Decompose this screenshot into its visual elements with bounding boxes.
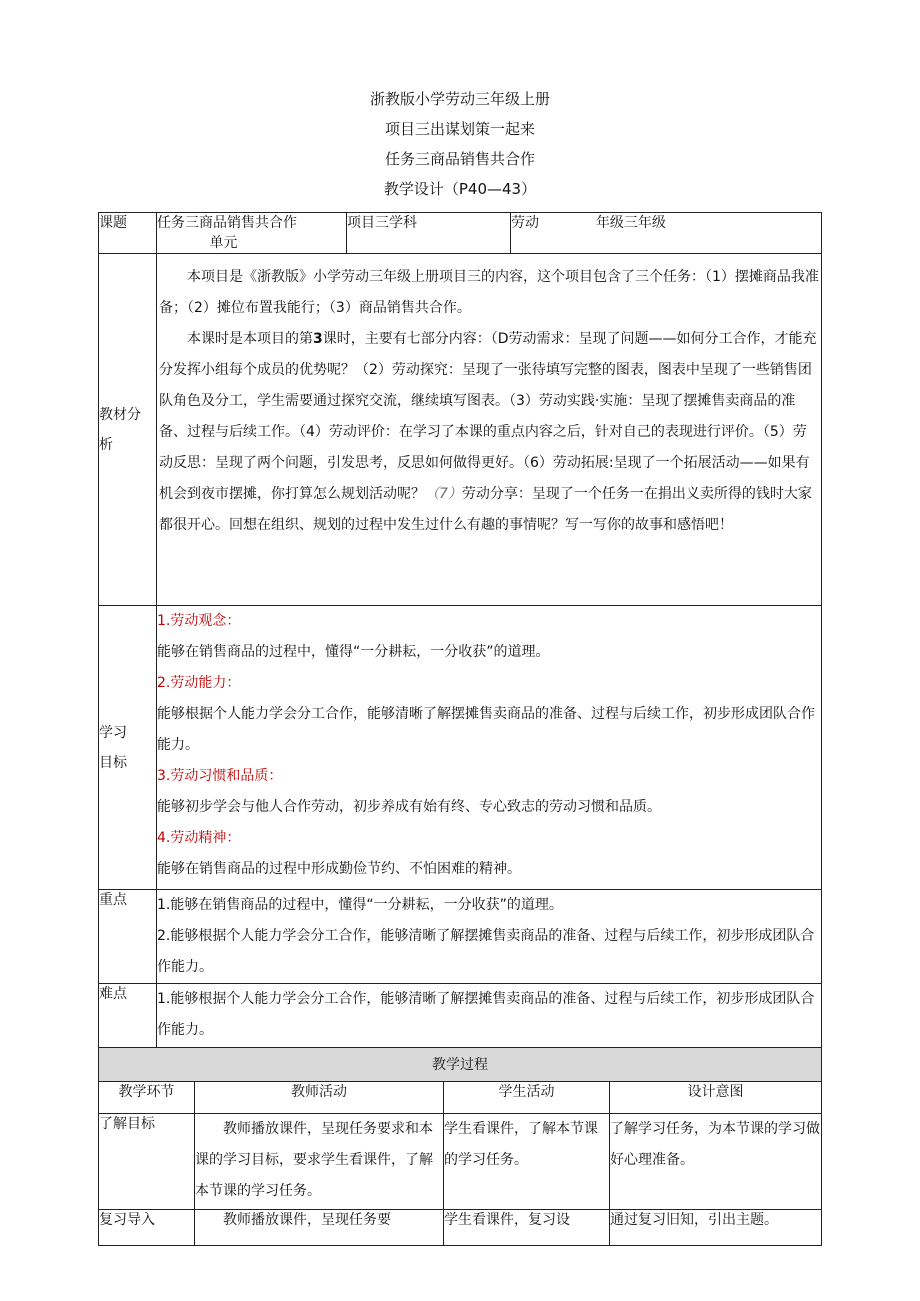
process-header-intent: 设计意图 (610, 1082, 822, 1114)
process-row-2-intent-text: 通过复习旧知，引出主题。 (610, 1212, 778, 1228)
topic-text: 任务三商品销售共合作 (157, 215, 297, 231)
key-points-label: 重点 (99, 890, 157, 984)
process-row-2-stage: 复习导入 (99, 1210, 195, 1246)
analysis-label (99, 254, 157, 606)
process-row-2 (99, 1210, 822, 1246)
subject-grade-cell (511, 213, 822, 254)
process-row-2-student (444, 1210, 610, 1246)
goal-3-text: 能够初步学会与他人合作劳动，初步养成有始有终、专心致志的劳动习惯和品质。 (157, 799, 661, 815)
analysis-p2-tail: 劳动分享：呈现了一个任务一在捐出义卖所得的钱时大家都很开心。回想在组织、规划的过程中发生过什么有趣的事情呢？写一写你的故事和感悟吧！ (159, 486, 812, 533)
goal-4-text: 能够在销售商品的过程中形成勤俭节约、不怕困难的精神。 (157, 861, 521, 877)
process-row-1-teacher (195, 1114, 444, 1210)
process-row-2-intent (610, 1210, 822, 1246)
grade-text: 年级三年级 (595, 215, 666, 231)
process-row-1-stage: 了解目标 (99, 1114, 195, 1210)
goals-content (157, 606, 822, 890)
analysis-content (157, 254, 822, 606)
difficulties-content (157, 984, 822, 1048)
goals-label-line1: 学习 (99, 724, 127, 741)
process-row-1-teacher-text: 教师播放课件，呈现任务要求和本课的学习目标，要求学生看课件，了解本节课的学习任务。 (195, 1121, 433, 1199)
process-row-1-student-text: 学生看课件，了解本节课的学习任务。 (444, 1121, 598, 1168)
process-row-2-teacher (195, 1210, 444, 1246)
analysis-p2-rest: 课时，主要有七部分内容：（D劳动需求：呈现了问题——如何分工合作，才能充分发挥小组每个成员的优势呢？（2）劳动探究：呈现了一张待填写完整的图表，图表中呈现了一些销售团队角色及分工，学生需要通过探究交流，继续填写图表。（3）劳动实践·实施：呈现了摆摊售卖商品的准备、过程与后续工作。（4）劳动评价：在学习了本课的重点内容之后，针对自己的表现进行评价。（5）劳动反思：呈现了两个问题，引发思考，反思如何做得更好。（6）劳动拓展:呈现了一个拓展活动——如果有机会到夜市摆摊，你打算怎么规划活动呢？ (159, 331, 817, 502)
key-points-content (157, 890, 822, 984)
process-row-1-intent (610, 1114, 822, 1210)
process-title: 教学过程 (99, 1048, 822, 1082)
key-point-1: 1.能够在销售商品的过程中，懂得“一分耕耘，一分收获”的道理。 (157, 897, 563, 913)
goal-3-heading: 3.劳动习惯和品质： (157, 768, 283, 784)
process-row-1-student (444, 1114, 610, 1210)
process-header-stage: 教学环节 (99, 1082, 195, 1114)
key-point-2: 2.能够根据个人能力学会分工合作，能够清晰了解摆摊售卖商品的准备、过程与后续工作，初步形成团队合作能力。 (157, 928, 815, 975)
goals-row (99, 606, 822, 890)
doc-title-line-4: 教学设计（P40—43） (383, 180, 537, 198)
goals-label-line2: 目标 (99, 754, 127, 771)
analysis-paragraph-2 (157, 324, 821, 541)
key-points-row (99, 890, 822, 984)
difficulties-label: 难点 (99, 984, 157, 1048)
goal-4-heading: 4.劳动精神： (157, 830, 241, 846)
analysis-paragraph-1: 本项目是《浙教版》小学劳动三年级上册项目三的内容，这个项目包含了三个任务：（1）摆摊商品我准备；（2）摊位布置我能行；（3）商品销售共合作。 (159, 269, 819, 316)
topic-value (157, 213, 347, 254)
unit-label: 单元 (209, 235, 238, 251)
goal-1-heading: 1.劳动观念： (157, 613, 241, 629)
process-row-1 (99, 1114, 822, 1210)
unit-subject-text: 项目三学科 (347, 215, 417, 231)
goal-2-text: 能够根据个人能力学会分工合作，能够清晰了解摆摊售卖商品的准备、过程与后续工作，初步形成团队合作能力。 (157, 706, 815, 753)
goal-2-heading: 2.劳动能力： (157, 675, 241, 691)
analysis-row (99, 254, 822, 606)
info-row (99, 213, 822, 254)
subject-text: 劳动 (511, 215, 539, 231)
process-header-teacher: 教师活动 (195, 1082, 444, 1114)
doc-title-line-3: 任务三商品销售共合作 (384, 150, 535, 168)
difficulty-1: 1.能够根据个人能力学会分工合作，能够清晰了解摆摊售卖商品的准备、过程与后续工作，初步形成团队合作能力。 (157, 991, 815, 1038)
analysis-label-line2: 析 (99, 436, 113, 453)
goal-1-text: 能够在销售商品的过程中，懂得“一分耕耘，一分收获”的道理。 (157, 644, 550, 660)
analysis-p2-number: 3 (313, 331, 323, 347)
process-header-student: 学生活动 (444, 1082, 610, 1114)
doc-title-line-2: 项目三出谋划策一起来 (384, 120, 535, 138)
unit-subject-cell (347, 213, 511, 254)
process-row-2-teacher-text: 教师播放课件，呈现任务要 (223, 1212, 391, 1228)
topic-label: 课题 (99, 213, 157, 254)
process-row-2-student-text: 学生看课件，复习设 (444, 1212, 570, 1228)
analysis-p2-italic: （7） (425, 486, 462, 502)
lesson-plan-table (98, 212, 822, 1246)
goals-label (99, 606, 157, 890)
analysis-p2-prefix: 本课时是本项目的第 (187, 331, 313, 347)
analysis-label-line1: 教材分 (99, 406, 141, 423)
process-row-1-intent-text: 了解学习任务，为本节课的学习做好心理准备。 (610, 1121, 820, 1168)
process-header-row (99, 1082, 822, 1114)
doc-title-line-1: 浙教版小学劳动三年级上册 (369, 90, 550, 108)
difficulties-row (99, 984, 822, 1048)
process-title-row (99, 1048, 822, 1082)
